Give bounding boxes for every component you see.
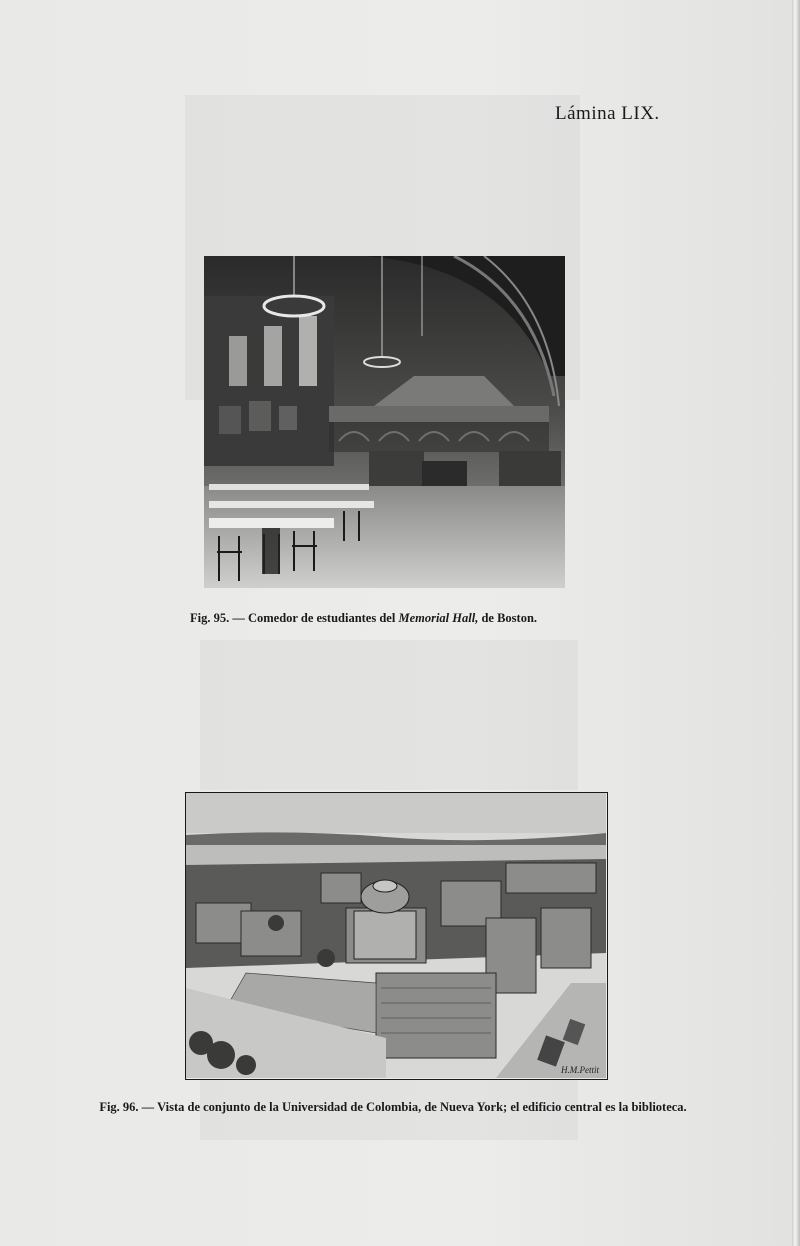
artist-signature: H.M.Pettit bbox=[561, 1065, 599, 1075]
dining-hall-photo bbox=[204, 256, 565, 588]
page-edge bbox=[792, 0, 800, 1246]
figure-95-caption-prefix: Fig. 95. — Comedor de estudiantes del bbox=[190, 611, 399, 625]
plate-title: Lámina LIX. bbox=[555, 103, 660, 124]
figure-95-caption-suffix: de Boston. bbox=[478, 611, 538, 625]
figure-96-caption: Fig. 96. — Vista de conjunto de la Universidad de Colombia, de Nueva York; el edificio central es la biblioteca. bbox=[99, 1100, 687, 1114]
university-aerial-illustration bbox=[185, 792, 608, 1080]
bleed-through-image bbox=[200, 640, 578, 790]
figure-95-caption-italic: Memorial Hall, bbox=[398, 611, 479, 625]
figure-95-caption bbox=[190, 611, 537, 626]
